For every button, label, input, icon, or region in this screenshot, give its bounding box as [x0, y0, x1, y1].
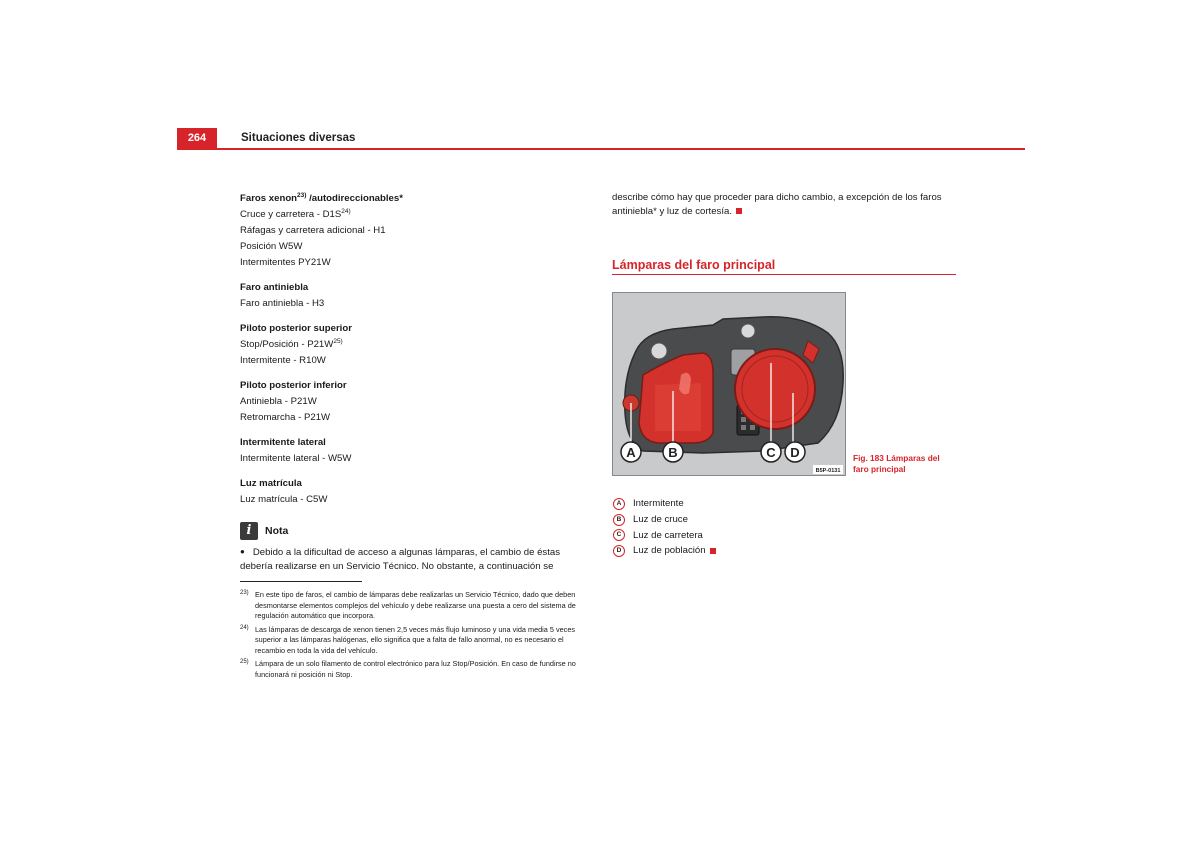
section-heading: Lámparas del faro principal: [612, 258, 956, 275]
pin: [741, 417, 746, 422]
bulb-line: Intermitente - R10W: [240, 355, 326, 366]
label-b: [663, 442, 683, 462]
note-body: [240, 546, 590, 573]
footnote-ref: 25): [333, 337, 343, 345]
bulb-line: Faro antiniebla - H3: [240, 298, 325, 309]
end-mark-icon: [736, 208, 742, 214]
legend-key: A: [613, 498, 625, 510]
footnote-text: Lámpara de un solo filamento de control electrónico para luz Stop/Posición. En caso de fundirse no funcionará ni posición ni Stop.: [255, 659, 576, 679]
label-c: [761, 442, 781, 462]
headlight-illustration: [613, 293, 845, 475]
footnote: [240, 625, 590, 657]
group-heading: Piloto posterior inferior: [240, 380, 347, 391]
bulb-line: Ráfagas y carretera adicional - H1: [240, 225, 386, 236]
legend-label: Luz de población: [633, 545, 706, 557]
info-icon: i: [240, 522, 258, 540]
group-heading: Piloto posterior superior: [240, 323, 352, 334]
end-mark-icon: [710, 548, 716, 554]
legend-label: Luz de carretera: [633, 529, 703, 541]
continuation-text: [612, 191, 957, 219]
bulb-line: Posición W5W: [240, 241, 303, 252]
footnote-text: En este tipo de faros, el cambio de lámparas debe realizarlas un Servicio Técnico, dado que deben desmontarse elementos complejos del vehículo y debe realizarse una puesta a cero del sistema de regulación automático que incorpora.: [255, 590, 576, 620]
bulb-line: Antiniebla - P21W: [240, 396, 317, 407]
legend-item-a: [613, 496, 716, 512]
legend-key: B: [613, 514, 625, 526]
bulb-text: Cruce y carretera - D1S: [240, 209, 342, 220]
low-beam-highlight: [655, 383, 701, 431]
footnote-text: Las lámparas de descarga de xenon tienen 2,5 veces más flujo luminoso y una vida media 5 veces superior a las lámparas halógenas, ello significa que a falta de fallo anormal, no es necesario el recambio en toda la vida del vehículo.: [255, 624, 576, 655]
bulb-group-rear-lower: [240, 378, 590, 426]
bulb-line: Luz matrícula - C5W: [240, 494, 328, 505]
page-section-title: Situaciones diversas: [241, 132, 356, 144]
bulb-group-fog: [240, 280, 590, 312]
legend-item-b: [613, 512, 716, 528]
bulb-line: [240, 337, 590, 353]
group-heading: Intermitente lateral: [240, 437, 326, 448]
pin: [741, 425, 746, 430]
bulb-text: Stop/Posición - P21W: [240, 339, 334, 350]
legend-item-c: [613, 527, 716, 543]
legend-key: D: [613, 545, 625, 557]
caption-line-2: faro principal: [853, 464, 906, 474]
bullet-icon: ●: [240, 547, 245, 556]
group-heading: Faro antiniebla: [240, 282, 309, 293]
high-beam-cap: [735, 349, 815, 429]
label-a-text: A: [626, 445, 636, 460]
footnote: [240, 590, 590, 622]
figure-code: B5P-0131: [815, 468, 841, 474]
note-header: [240, 522, 590, 540]
figure-legend: [613, 496, 716, 559]
caption-line-1: Fig. 183 Lámparas del: [853, 453, 940, 463]
heading-text: Faros xenon: [240, 193, 298, 204]
pin: [750, 425, 755, 430]
page-number: 264: [177, 128, 217, 148]
bulb-line: Retromarcha - P21W: [240, 412, 331, 423]
label-c-text: C: [766, 445, 776, 460]
bulb-group-rear-upper: [240, 321, 590, 369]
top-cap-right: [741, 324, 755, 338]
bulb-group-side-indicator: [240, 435, 590, 467]
label-a: [621, 442, 641, 462]
bulb-line: Intermitentes PY21W: [240, 257, 331, 268]
headlight-figure: [612, 292, 846, 476]
left-column: [240, 191, 590, 683]
group-heading: [240, 191, 590, 207]
bulb-line: [240, 207, 590, 223]
footnote-ref: 23): [297, 191, 307, 199]
figure-caption: [853, 453, 963, 475]
legend-label: Luz de cruce: [633, 514, 688, 526]
bulb-group-xenon: [240, 191, 590, 271]
bulb-group-plate: [240, 476, 590, 508]
footnote-number: 24): [240, 624, 249, 631]
group-heading: Luz matrícula: [240, 478, 302, 489]
footnote: [240, 659, 590, 680]
label-d-text: D: [790, 445, 800, 460]
label-d: [785, 442, 805, 462]
footnote-number: 23): [240, 590, 249, 596]
bulb-line: Intermitente lateral - W5W: [240, 453, 352, 464]
top-cap-left: [651, 343, 667, 359]
continuation-body: describe cómo hay que proceder para dicho cambio, a excepción de los faros antiniebla* y luz de cortesía.: [612, 192, 942, 217]
footnote-divider: [240, 581, 362, 582]
right-column: [612, 191, 957, 275]
legend-key: C: [613, 529, 625, 541]
legend-item-d: [613, 543, 716, 559]
footnote-ref: 24): [341, 207, 351, 215]
note-text: Debido a la dificultad de acceso a algunas lámparas, el cambio de éstas debería realizarse en un Servicio Técnico. No obstante, a continuación se: [240, 547, 561, 572]
heading-suffix: /autodireccionables*: [306, 193, 403, 204]
label-b-text: B: [668, 445, 678, 460]
legend-label: Intermitente: [633, 498, 684, 510]
footnote-number: 25): [240, 659, 249, 665]
header-rule: [177, 148, 1025, 150]
note-title: Nota: [265, 525, 289, 537]
